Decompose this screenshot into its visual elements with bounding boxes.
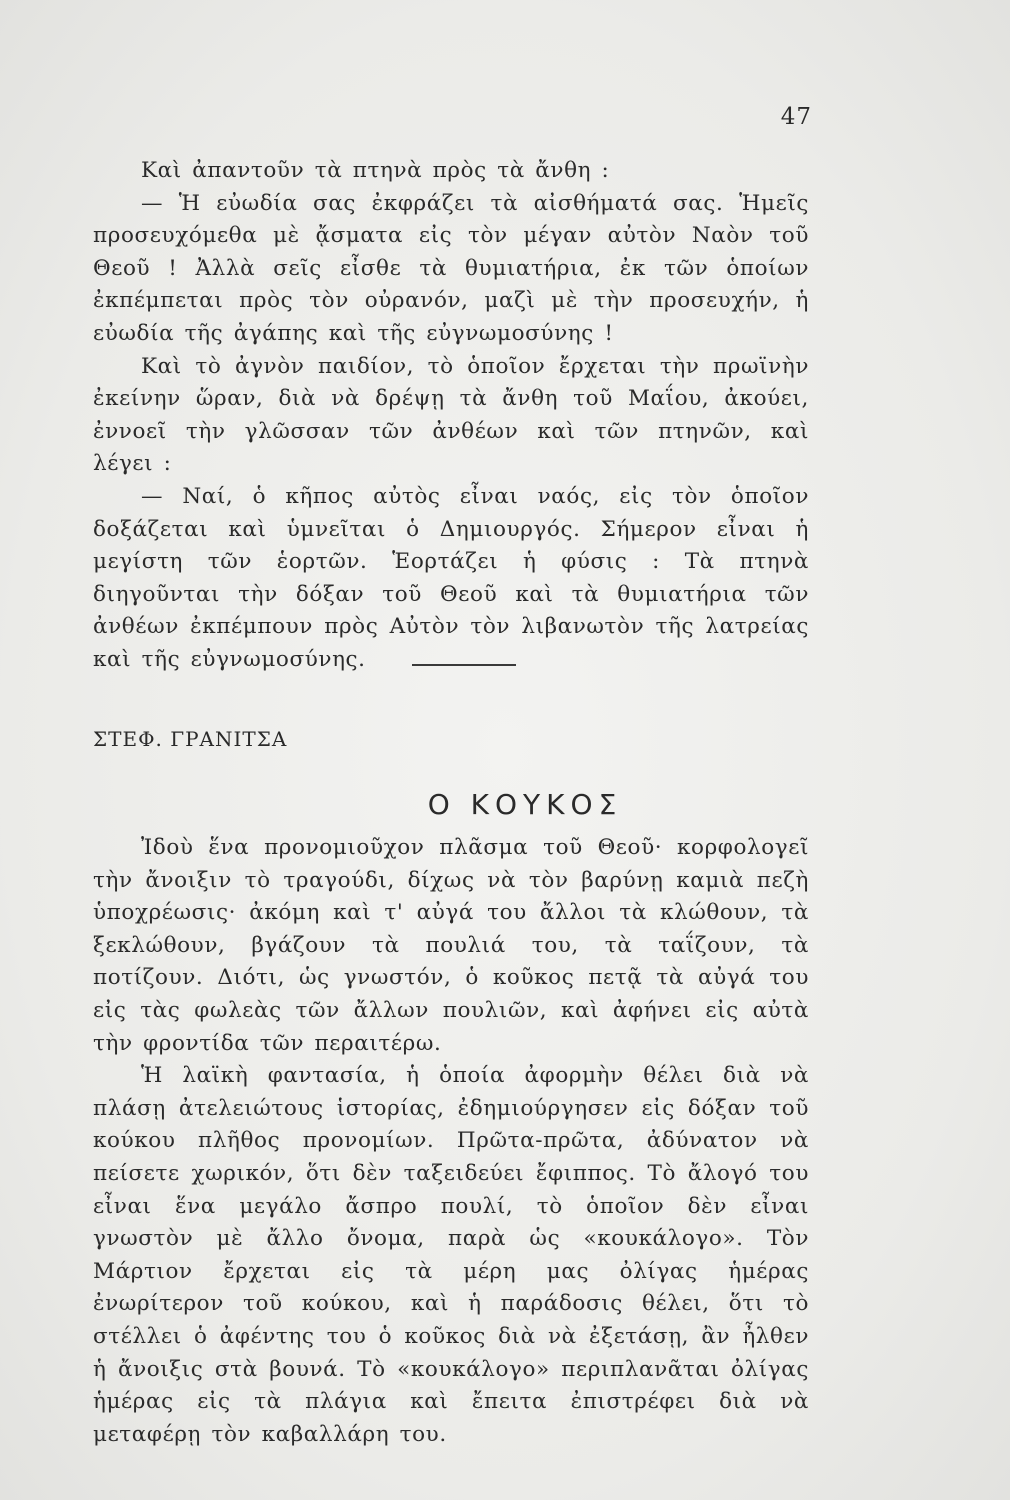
paragraph: Ἡ λαϊκὴ φαντασία, ἡ ὁποία ἀφορμὴν θέλει διὰ νὰ πλάσῃ ἀτελειώτους ἱστορίας, ἐδημιούργησεν εἰς δόξαν τοῦ κούκου πλῆθος προνομίων. Πρῶτα-πρῶτα, ἀδύνατον νὰ πείσετε χωρικόν, ὅτι δὲν ταξειδεύει ἔφιππος. Τὸ ἄλογό του εἶναι ἕνα μεγάλο ἄσπρο πουλί, τὸ ὁποῖον δὲν εἶναι γνωστὸν μὲ ἄλλο ὄνομα, παρὰ ὡς «κουκάλογο». Τὸν Μάρτιον ἔρχεται εἰς τὰ μέρη μας ὀλίγας ἡμέρας ἐνωρίτερον τοῦ κούκου, καὶ ἡ παράδοσις θέλει, ὅτι τὸ στέλλει ὁ ἀφέντης του ὁ κοῦκος διὰ νὰ ἐξετάσῃ, ἂν ἦλθεν ἡ ἄνοιξις στὰ βουνά. Τὸ «κουκάλογο» περιπλανᾶται ὀλίγας ἡμέρας εἰς τὰ πλάγια καὶ ἔπειτα ἐπιστρέφει διὰ νὰ μεταφέρῃ τὸν καβαλλάρη του. — [93, 1063, 809, 1447]
page-number: 47 — [780, 104, 812, 130]
paragraph: Ἰδοὺ ἕνα προνομιοῦχον πλᾶσμα τοῦ Θεοῦ· κορφολογεῖ τὴν ἄνοιξιν τὸ τραγούδι, δίχως νὰ τὸν βαρύνῃ καμιὰ πεζὴ ὑποχρέωσις· ἀκόμη καὶ τ' αὐγά του ἄλλοι τὰ κλώθουν, τὰ ξεκλώθουν, βγάζουν τὰ πουλιά του, τὰ ταΐζουν, τὰ ποτίζουν. Διότι, ὡς γνωστόν, ὁ κοῦκος πετᾷ τὰ αὐγά του εἰς τὰς φωλεὰς τῶν ἄλλων πουλιῶν, καὶ ἀφήνει εἰς αὐτὰ τὴν φροντίδα τῶν περαιτέρω. — [93, 835, 809, 1056]
paragraph: — Ἡ εὐωδία σας ἐκφράζει τὰ αἰσθήματά σας. Ἡμεῖς προσευχόμεθα μὲ ᾄσματα εἰς τὸν μέγαν αὐτὸν Ναὸν τοῦ Θεοῦ ! Ἀλλὰ σεῖς εἶσθε τὰ θυμιατήρια, ἐκ τῶν ὁποίων ἐκπέμπεται πρὸς τὸν οὐρανόν, μαζὶ μὲ τὴν προσευχήν, ἡ εὐωδία τῆς ἀγάπης καὶ τῆς εὐγνωμοσύνης ! — [93, 190, 809, 346]
paragraph: — Ναί, ὁ κῆπος αὐτὸς εἶναι ναός, εἰς τὸν ὁποῖον δοξάζεται καὶ ὑμνεῖται ὁ Δημιουργός. Σήμερον εἶναι ἡ μεγίστη τῶν ἑορτῶν. Ἑορτάζει ἡ φύσις : Τὰ πτηνὰ διηγοῦνται τὴν δόξαν τοῦ Θεοῦ καὶ τὰ θυμιατήρια τῶν ἀνθέων ἐκπέμπουν πρὸς Αὐτὸν τὸν λιβανωτὸν τῆς λατρείας καὶ τῆς εὐγνωμοσύνης. — [93, 483, 809, 672]
paragraph: Καὶ τὸ ἀγνὸν παιδίον, τὸ ὁποῖον ἔρχεται τὴν πρωϊνὴν ἐκείνην ὥραν, διὰ νὰ δρέψῃ τὰ ἄνθη τοῦ Μαΐου, ἀκούει, ἐννοεῖ τὴν γλῶσσαν τῶν ἀνθέων καὶ τῶν πτηνῶν, καὶ λέγει : — [93, 353, 809, 477]
closing-section — [93, 155, 809, 677]
article-body — [93, 832, 809, 1451]
article-author: ΣΤΕΦ. ΓΡΑΝΙΤΣΑ — [93, 727, 288, 751]
article-title: Ο ΚΟΥΚΟΣ — [427, 788, 623, 821]
paragraph: Καὶ ἀπαντοῦν τὰ πτηνὰ πρὸς τὰ ἄνθη : — [141, 158, 610, 183]
section-divider — [412, 664, 516, 666]
